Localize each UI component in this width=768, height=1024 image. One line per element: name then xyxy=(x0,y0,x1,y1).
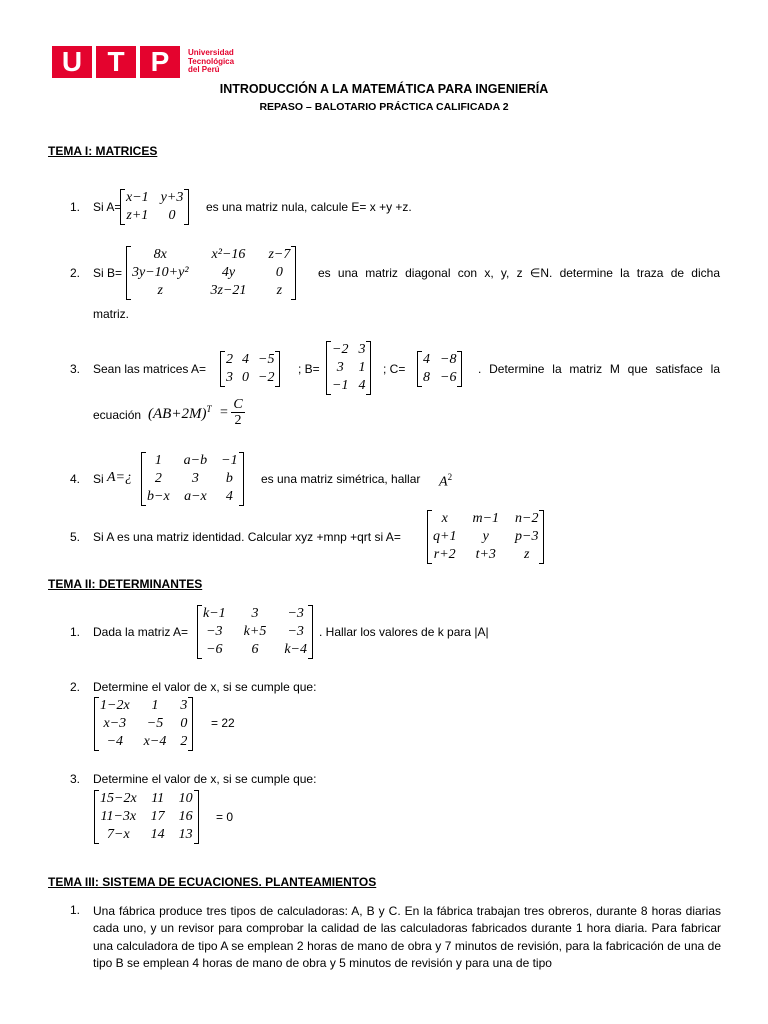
matrix-cell: 3y−10+y² xyxy=(132,265,189,280)
matrix-cell: 6 xyxy=(251,642,259,657)
equation-superscript: T xyxy=(206,404,212,414)
item-text-continuation: matriz. xyxy=(93,307,129,321)
matrix-cell: 11−3x xyxy=(100,809,137,824)
matrix-cell: p−3 xyxy=(515,529,539,544)
item-number: 4. xyxy=(70,472,81,486)
matrix-cell: y xyxy=(482,529,489,544)
item-number: 2. xyxy=(70,266,81,280)
matrix-cell: 1 xyxy=(358,360,366,375)
matrix-cell: −6 xyxy=(440,370,457,385)
matrix-a-symmetric xyxy=(141,452,244,506)
equation-lhs xyxy=(148,404,211,423)
matrix-cell: 1 xyxy=(154,453,162,468)
item-text: es una matriz diagonal con x, y, z ∈N. determine la traza de dicha xyxy=(318,266,720,280)
item-number: 5. xyxy=(70,530,81,544)
item-number: 1. xyxy=(70,625,81,639)
matrix-cell: 13 xyxy=(178,827,193,842)
matrix-cell: x xyxy=(441,511,448,526)
matrix-cell: 14 xyxy=(150,827,165,842)
item-text: Si A= xyxy=(93,200,122,214)
matrix-cell: 7−x xyxy=(107,827,130,842)
matrix-cell: −3 xyxy=(287,606,304,621)
matrix-cell: y+3 xyxy=(160,190,184,205)
item-text: Si B= xyxy=(93,266,123,280)
answer-expression xyxy=(439,472,452,491)
item-number: 3. xyxy=(70,772,81,786)
matrix-cell: −3 xyxy=(287,624,304,639)
document-title: INTRODUCCIÓN A LA MATEMÁTICA PARA INGENIERÍA xyxy=(219,82,549,96)
matrix-cell: 15−2x xyxy=(100,791,137,806)
matrix-b-diagonal xyxy=(126,246,296,300)
matrix-cell: 8 xyxy=(423,370,430,385)
matrix-cell: z xyxy=(524,547,530,562)
matrix-cell: z xyxy=(276,283,283,298)
logo-text-line: del Perú xyxy=(188,65,220,75)
expression-base: A xyxy=(439,474,448,490)
equation-result: = 22 xyxy=(211,716,235,730)
matrix-cell: −6 xyxy=(206,642,223,657)
item-text: Sean las matrices A= xyxy=(93,362,207,376)
logo-text-line: Tecnológica xyxy=(188,56,235,66)
item-number: 1. xyxy=(70,200,81,214)
matrix-cell: 0 xyxy=(180,716,188,731)
matrix-cell: 3 xyxy=(251,606,259,621)
fraction-numerator: C xyxy=(231,397,245,413)
expression-exponent: 2 xyxy=(447,472,453,482)
equation-result: = 0 xyxy=(216,810,234,824)
equation-label: ecuación xyxy=(93,408,142,422)
matrix-cell: k−4 xyxy=(284,642,308,657)
fraction-denominator: 2 xyxy=(234,413,242,428)
section-heading-matrices: TEMA I: MATRICES xyxy=(48,144,158,158)
matrix-cell: −1 xyxy=(332,378,349,393)
matrix-cell: 4 xyxy=(423,352,430,367)
matrix-cell: 2 xyxy=(226,352,233,367)
matrix-cell: 8x xyxy=(153,247,167,262)
matrix-cell: z−7 xyxy=(268,247,291,262)
matrix-cell: −1 xyxy=(221,453,238,468)
equation-equals: = xyxy=(220,405,228,420)
matrix-cell: −2 xyxy=(258,370,275,385)
determinant-2 xyxy=(94,697,193,751)
matrix-cell: 1−2x xyxy=(100,698,130,713)
matrix-cell: b xyxy=(225,471,233,486)
matrix-cell: q+1 xyxy=(433,529,457,544)
matrix-a xyxy=(220,351,280,387)
item-number: 2. xyxy=(70,680,81,694)
matrix-cell: 3z−21 xyxy=(210,283,247,298)
matrix-cell: m−1 xyxy=(472,511,500,526)
logo-text-line: Universidad xyxy=(188,48,234,58)
matrix-c xyxy=(417,351,462,387)
matrix-cell: −5 xyxy=(258,352,275,367)
matrix-cell: a−x xyxy=(184,489,207,504)
logo-letter-p: P xyxy=(140,46,180,78)
matrix-cell: 4 xyxy=(242,352,249,367)
matrix-cell: 3 xyxy=(358,342,366,357)
matrix-variable: A=¿ xyxy=(107,470,132,485)
logo-university-name xyxy=(188,49,248,74)
item-text: Dada la matriz A= xyxy=(93,625,189,639)
section-heading-equations: TEMA III: SISTEMA DE ECUACIONES. PLANTEAMIENTOS xyxy=(48,875,377,889)
matrix-cell: 0 xyxy=(242,370,249,385)
determinant-3 xyxy=(94,790,199,844)
logo-letter-t: T xyxy=(96,46,136,78)
matrix-cell: −8 xyxy=(440,352,457,367)
item-text: es una matriz simétrica, hallar xyxy=(261,472,421,486)
matrix-cell: 3 xyxy=(336,360,344,375)
problem-statement: Una fábrica produce tres tipos de calculadoras: A, B y C. En la fábrica trabajan tres obreros, durante 8 horas diarias cada uno, y un revisor para comprobar la calidad de las calculadoras fabricados durante 1 hora diaria. Para fabricar una calculadora de tipo A se emplean 2 horas de mano de obra y 7 minutos de revisión, para la fabricación de una de tipo B se emplean 4 horas de mano de obra y 5 minutos de revisión y para una de tipo xyxy=(93,904,721,970)
item-number: 1. xyxy=(70,903,81,917)
matrix-cell: 1 xyxy=(151,698,159,713)
item-text: ; B= xyxy=(298,362,320,376)
matrix-cell: x²−16 xyxy=(211,247,246,262)
document-subtitle: REPASO – BALOTARIO PRÁCTICA CALIFICADA 2 xyxy=(259,101,509,113)
matrix-cell: 0 xyxy=(168,208,176,223)
matrix-a-identity xyxy=(427,510,544,564)
matrix-cell: −5 xyxy=(146,716,164,731)
matrix-cell: n−2 xyxy=(515,511,539,526)
matrix-cell: 2 xyxy=(180,734,188,749)
matrix-cell: −4 xyxy=(106,734,124,749)
matrix-cell: 4 xyxy=(225,489,233,504)
matrix-cell: 11 xyxy=(151,791,165,806)
item-text: Si A es una matriz identidad. Calcular xyz +mnp +qrt si A= xyxy=(93,530,401,544)
matrix-cell: 3 xyxy=(191,471,199,486)
matrix-cell: t+3 xyxy=(475,547,496,562)
item-number: 3. xyxy=(70,362,81,376)
matrix-b xyxy=(326,341,371,395)
matrix-cell: r+2 xyxy=(433,547,456,562)
utp-logo xyxy=(52,46,248,78)
matrix-cell: z xyxy=(157,283,163,298)
matrix-cell: 17 xyxy=(150,809,165,824)
item-text: es una matriz nula, calcule E= x +y +z. xyxy=(206,200,412,214)
matrix-cell: 16 xyxy=(178,809,193,824)
matrix-cell: x−3 xyxy=(103,716,127,731)
equation-term: (AB+2M) xyxy=(148,406,207,422)
section-heading-determinants: TEMA II: DETERMINANTES xyxy=(48,577,203,591)
matrix-cell: z+1 xyxy=(126,208,149,223)
matrix-cell: 4y xyxy=(221,265,236,280)
matrix-cell: b−x xyxy=(147,489,170,504)
matrix-cell: x−4 xyxy=(143,734,167,749)
item-text: Determine el valor de x, si se cumple que: xyxy=(93,680,317,694)
matrix-cell: −3 xyxy=(206,624,223,639)
item-text: Si xyxy=(93,472,104,486)
matrix-a-determinant xyxy=(197,605,313,659)
matrix-cell: a−b xyxy=(183,453,208,468)
logo-letter-u: U xyxy=(52,46,92,78)
matrix-cell: 0 xyxy=(275,265,283,280)
item-text: . Determine la matriz M que satisface la xyxy=(478,362,720,376)
item-text: ; C= xyxy=(383,362,406,376)
matrix-cell: 3 xyxy=(226,370,233,385)
item-text: Determine el valor de x, si se cumple que: xyxy=(93,772,317,786)
matrix-cell: 4 xyxy=(358,378,366,393)
matrix-cell: 10 xyxy=(178,791,193,806)
equation-fraction xyxy=(231,397,245,428)
item-text: . Hallar los valores de k para |A| xyxy=(319,625,489,639)
matrix-cell: −2 xyxy=(332,342,349,357)
matrix-cell: k+5 xyxy=(243,624,267,639)
matrix-cell: k−1 xyxy=(203,606,226,621)
matrix-cell: 3 xyxy=(180,698,188,713)
matrix-a-null xyxy=(120,189,189,225)
matrix-cell: x−1 xyxy=(126,190,149,205)
matrix-cell: 2 xyxy=(154,471,162,486)
